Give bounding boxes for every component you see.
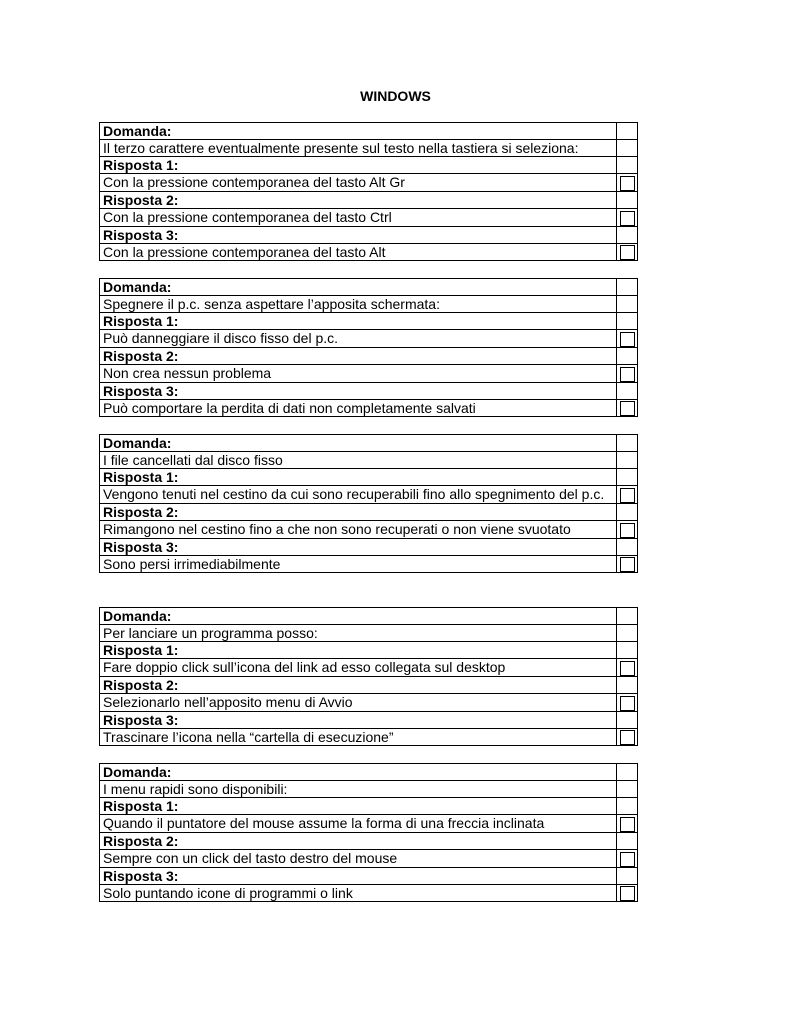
question-block-3 bbox=[99, 434, 638, 573]
domanda-label: Domanda: bbox=[100, 279, 617, 296]
risposta-1-label: Risposta 1: bbox=[100, 313, 617, 330]
risposta-2-label: Risposta 2: bbox=[100, 191, 617, 208]
answer-1-checkbox[interactable] bbox=[620, 661, 635, 676]
answer-3-text: Con la pressione contemporanea del tasto Alt bbox=[100, 243, 617, 261]
risposta-2-label: Risposta 2: bbox=[100, 832, 617, 849]
question-block-5 bbox=[99, 763, 638, 902]
answer-3-text: Sono persi irrimediabilmente bbox=[100, 555, 617, 573]
answer-3-checkbox[interactable] bbox=[620, 730, 635, 745]
answer-3-text: Può comportare la perdita di dati non completamente salvati bbox=[100, 399, 617, 417]
answer-2-checkbox[interactable] bbox=[620, 523, 635, 538]
answer-3-checkbox[interactable] bbox=[620, 557, 635, 572]
question-block-1 bbox=[99, 122, 638, 261]
answer-3-text: Trascinare l’icona nella “cartella di esecuzione” bbox=[100, 728, 617, 746]
answer-3-text: Solo puntando icone di programmi o link bbox=[100, 884, 617, 902]
answer-1-text: Vengono tenuti nel cestino da cui sono recuperabili fino allo spegnimento del p.c. bbox=[100, 486, 617, 504]
risposta-3-label: Risposta 3: bbox=[100, 538, 617, 555]
answer-2-checkbox[interactable] bbox=[620, 852, 635, 867]
question-block-2 bbox=[99, 278, 638, 417]
domanda-label: Domanda: bbox=[100, 764, 617, 781]
answer-1-checkbox[interactable] bbox=[620, 488, 635, 503]
question-text: Il terzo carattere eventualmente presente sul testo nella tastiera si seleziona: bbox=[100, 140, 617, 157]
answer-3-checkbox[interactable] bbox=[620, 401, 635, 416]
risposta-3-label: Risposta 3: bbox=[100, 711, 617, 728]
risposta-2-label: Risposta 2: bbox=[100, 503, 617, 520]
domanda-label: Domanda: bbox=[100, 435, 617, 452]
risposta-3-label: Risposta 3: bbox=[100, 382, 617, 399]
answer-1-checkbox[interactable] bbox=[620, 332, 635, 347]
answer-2-text: Selezionarlo nell’apposito menu di Avvio bbox=[100, 693, 617, 711]
answer-1-text: Può danneggiare il disco fisso del p.c. bbox=[100, 330, 617, 348]
risposta-3-label: Risposta 3: bbox=[100, 226, 617, 243]
answer-3-checkbox[interactable] bbox=[620, 245, 635, 260]
domanda-label: Domanda: bbox=[100, 123, 617, 140]
domanda-label: Domanda: bbox=[100, 608, 617, 625]
answer-1-text: Con la pressione contemporanea del tasto Alt Gr bbox=[100, 174, 617, 192]
answer-1-text: Quando il puntatore del mouse assume la forma di una freccia inclinata bbox=[100, 815, 617, 833]
answer-2-text: Rimangono nel cestino fino a che non sono recuperati o non viene svuotato bbox=[100, 520, 617, 538]
answer-2-text: Con la pressione contemporanea del tasto Ctrl bbox=[100, 208, 617, 226]
risposta-1-label: Risposta 1: bbox=[100, 157, 617, 174]
answer-2-checkbox[interactable] bbox=[620, 367, 635, 382]
answer-2-text: Non crea nessun problema bbox=[100, 364, 617, 382]
risposta-1-label: Risposta 1: bbox=[100, 469, 617, 486]
question-text: I file cancellati dal disco fisso bbox=[100, 452, 617, 469]
risposta-1-label: Risposta 1: bbox=[100, 798, 617, 815]
answer-1-checkbox[interactable] bbox=[620, 176, 635, 191]
risposta-1-label: Risposta 1: bbox=[100, 642, 617, 659]
answer-2-checkbox[interactable] bbox=[620, 211, 635, 226]
answer-1-checkbox[interactable] bbox=[620, 817, 635, 832]
risposta-2-label: Risposta 2: bbox=[100, 347, 617, 364]
question-text: Spegnere il p.c. senza aspettare l’apposita schermata: bbox=[100, 296, 617, 313]
answer-2-checkbox[interactable] bbox=[620, 696, 635, 711]
risposta-3-label: Risposta 3: bbox=[100, 867, 617, 884]
answer-2-text: Sempre con un click del tasto destro del mouse bbox=[100, 849, 617, 867]
question-text: I menu rapidi sono disponibili: bbox=[100, 781, 617, 798]
answer-1-text: Fare doppio click sull’icona del link ad esso collegata sul desktop bbox=[100, 659, 617, 677]
answer-3-checkbox[interactable] bbox=[620, 886, 635, 901]
page-title: WINDOWS bbox=[360, 88, 431, 104]
risposta-2-label: Risposta 2: bbox=[100, 676, 617, 693]
question-block-4 bbox=[99, 607, 638, 746]
question-text: Per lanciare un programma posso: bbox=[100, 625, 617, 642]
